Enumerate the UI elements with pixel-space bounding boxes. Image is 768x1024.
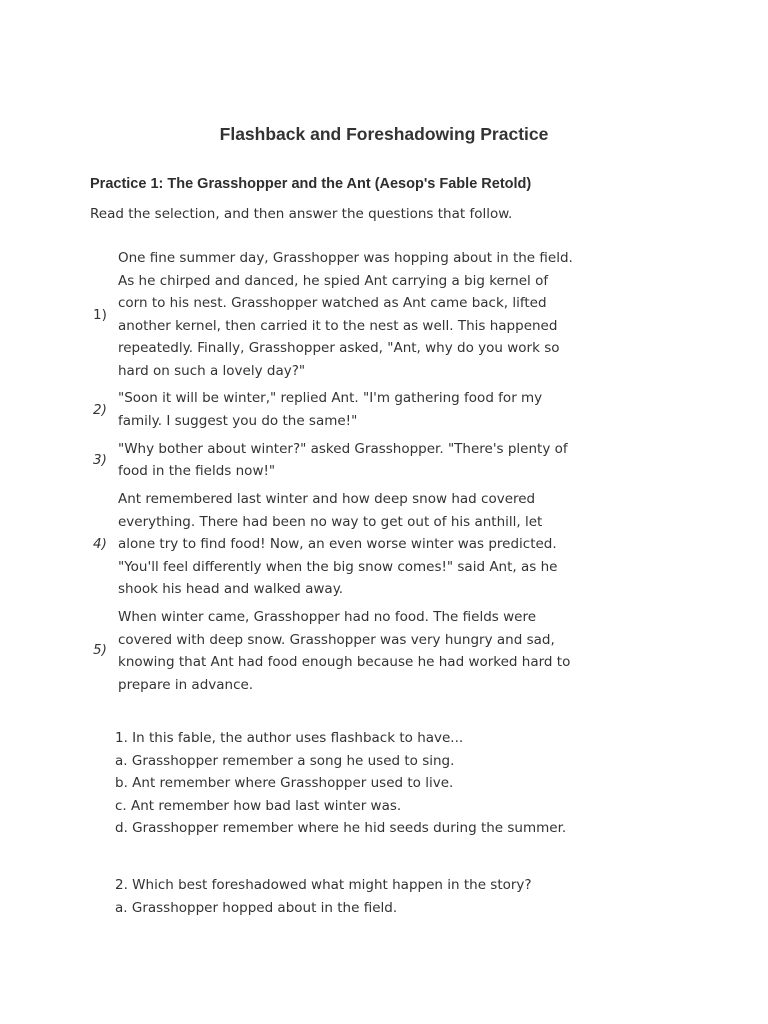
answer-option: a. Grasshopper remember a song he used to sing. bbox=[115, 752, 455, 769]
paragraph-line: One fine summer day, Grasshopper was hopping about in the field. bbox=[118, 250, 573, 266]
answer-option: b. Ant remember where Grasshopper used to live. bbox=[115, 775, 454, 792]
instructions: Read the selection, and then answer the questions that follow. bbox=[90, 206, 513, 222]
paragraph-line: "You'll feel differently when the big snow comes!" said Ant, as he bbox=[118, 558, 558, 575]
paragraph-line: alone try to find food! Now, an even worse winter was predicted. bbox=[118, 536, 557, 552]
answer-option: a. Grasshopper hopped about in the field. bbox=[115, 900, 398, 916]
paragraph-number: 4) bbox=[93, 536, 107, 552]
paragraph-line: family. I suggest you do the same!" bbox=[118, 413, 358, 429]
paragraph-number: 5) bbox=[93, 642, 107, 658]
paragraph-line: knowing that Ant had food enough because he had worked hard to bbox=[118, 654, 571, 671]
answer-option: c. Ant remember how bad last winter was. bbox=[115, 797, 402, 814]
paragraph-line: "Why bother about winter?" asked Grasshopper. "There's plenty of bbox=[118, 441, 568, 457]
paragraph-line: As he chirped and danced, he spied Ant carrying a big kernel of bbox=[118, 272, 549, 289]
answer-option: d. Grasshopper remember where he hid seeds during the summer. bbox=[115, 820, 567, 837]
paragraph-line: corn to his nest. Grasshopper watched as Ant came back, lifted bbox=[118, 295, 547, 312]
paragraph-line: covered with deep snow. Grasshopper was very hungry and sad, bbox=[118, 631, 555, 648]
question-prompt: 1. In this fable, the author uses flashback to have... bbox=[115, 730, 464, 746]
paragraph-line: Ant remembered last winter and how deep snow had covered bbox=[118, 491, 536, 507]
paragraph-line: food in the fields now!" bbox=[118, 463, 276, 479]
paragraph-line: another kernel, then carried it to the nest as well. This happened bbox=[118, 317, 558, 334]
paragraph-line: shook his head and walked away. bbox=[118, 581, 344, 597]
paragraph-line: everything. There had been no way to get out of his anthill, let bbox=[118, 513, 543, 530]
paragraph-number: 1) bbox=[93, 307, 107, 323]
question-prompt: 2. Which best foreshadowed what might happen in the story? bbox=[115, 877, 532, 893]
paragraph-number: 2) bbox=[93, 402, 107, 418]
page-title: Flashback and Foreshadowing Practice bbox=[219, 124, 549, 144]
paragraph-line: repeatedly. Finally, Grasshopper asked, "Ant, why do you work so bbox=[118, 340, 560, 357]
paragraph-line: When winter came, Grasshopper had no food. The fields were bbox=[118, 609, 537, 625]
paragraph-line: "Soon it will be winter," replied Ant. "I'm gathering food for my bbox=[118, 390, 543, 406]
section-heading: Practice 1: The Grasshopper and the Ant (Aesop's Fable Retold) bbox=[90, 176, 532, 192]
paragraph-number: 3) bbox=[93, 452, 107, 468]
paragraph-line: prepare in advance. bbox=[118, 677, 254, 693]
paragraph-line: hard on such a lovely day?" bbox=[118, 363, 306, 379]
